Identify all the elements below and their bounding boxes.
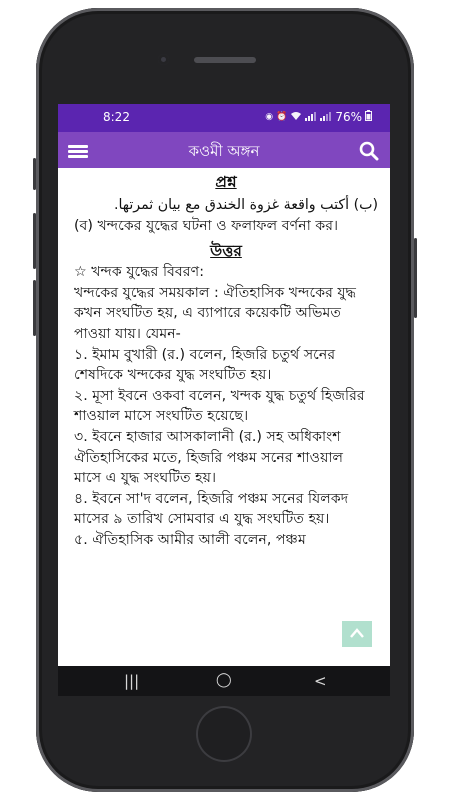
recording-icon: ◉: [265, 112, 274, 122]
app-bar: [58, 132, 390, 168]
answer-paragraph: ☆ খন্দক যুদ্ধের বিবরণ:: [74, 264, 204, 281]
scroll-to-top-button[interactable]: [342, 621, 372, 647]
phone-mute-switch: [33, 158, 36, 190]
phone-volume-up: [33, 213, 36, 269]
status-icons: [265, 110, 372, 124]
answer-paragraph: ১. ইমাম বুখারী (র.) বলেন, হিজরি চতুর্থ সনের শেষদিকে খন্দকের যুদ্ধ সংঘটিত হয়।: [74, 346, 336, 384]
question-bengali: (ব) খন্দকের যুদ্ধের ঘটনা ও ফলাফল বর্ণনা কর।: [74, 217, 339, 234]
answer-paragraph: ৫. ঐতিহাসিক আমীর আলী বলেন, পঞ্চম: [74, 531, 306, 548]
status-time: 8:22: [103, 110, 130, 124]
article-content: [74, 172, 378, 551]
chevron-up-icon: [350, 628, 364, 638]
alarm-icon: ⏰: [276, 112, 288, 122]
home-button[interactable]: ◯: [216, 672, 232, 688]
question-arabic: (ب) أكتب واقعة غزوة الخندق مع بيان ثمرتها.: [113, 197, 378, 213]
physical-home-button[interactable]: [196, 706, 252, 762]
system-navigation-bar: [58, 666, 390, 696]
phone-power-button: [414, 238, 417, 318]
question-heading: প্রশ্ন: [215, 173, 237, 191]
back-button[interactable]: <: [314, 672, 327, 690]
answer-heading: উত্তর: [210, 242, 242, 261]
answer-paragraph: ৩. ইবনে হাজার আসকালানী (র.) সহ অধিকাংশ ঐতিহাসিকের মতে, হিজরি পঞ্চম সনের শাওয়াল: [74, 428, 344, 466]
phone-volume-down: [33, 280, 36, 336]
answer-paragraph: ২. মূসা ইবনে ওকবা বলেন, খন্দক যুদ্ধ চতুর্থ হিজরির শাওয়াল মাসে সংঘটিত হয়েছে।: [74, 387, 365, 425]
signal-icon: [305, 111, 317, 124]
status-bar: [58, 104, 390, 132]
earpiece-speaker: [194, 57, 256, 63]
front-camera: [158, 54, 169, 65]
signal-icon-2: [320, 111, 332, 124]
recents-button[interactable]: |||: [124, 672, 140, 690]
answer-paragraph: খন্দকের যুদ্ধের সময়কাল : ঐতিহাসিক খন্দকের যুদ্ধ কখন সংঘটিত হয়, এ ব্যাপারে কয়েকটি অভিমত পাওয়া যায়। যেমন-: [74, 284, 357, 342]
battery-percent: 76%: [335, 110, 362, 124]
app-title: কওমী অঙ্গন: [188, 142, 260, 160]
answer-paragraph: মাসে এ যুদ্ধ সংঘটিত হয়।: [74, 470, 217, 487]
search-icon[interactable]: [359, 141, 379, 161]
wifi-icon: [290, 111, 302, 124]
battery-icon: [365, 110, 372, 124]
app-screen: [58, 104, 390, 666]
answer-paragraph: ৪. ইবনে সা'দ বলেন, হিজরি পঞ্চম সনের যিলকদ মাসের ৯ তারিখ সোমবার এ যুদ্ধ সংঘটিত হয়।: [74, 490, 349, 528]
